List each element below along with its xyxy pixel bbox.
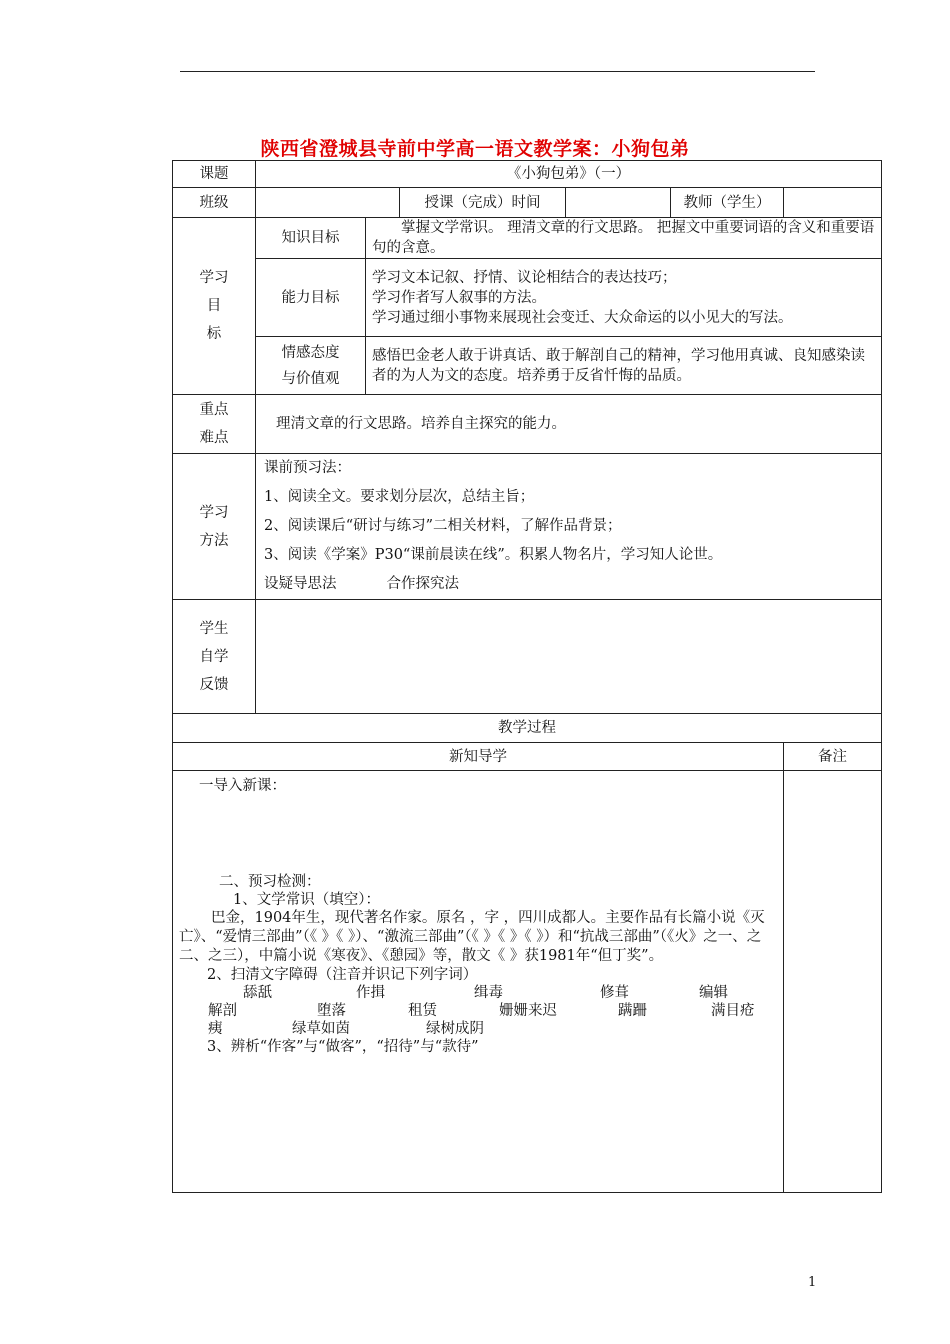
ability-label: 能力目标 <box>256 259 366 337</box>
item-words: 2、扫清文字障碍（注音并识记下列字词） <box>207 967 478 983</box>
intro-heading: 一导入新课： <box>199 778 286 794</box>
words-row-2: 解剖 堕落 租赁 姗姗来迟 蹒跚 满目疮 <box>208 1003 755 1019</box>
lesson-value: 《小狗包弟》（一） <box>256 161 882 188</box>
item-literature: 1、文学常识（填空）： <box>233 892 380 908</box>
notes-column[interactable] <box>784 771 882 1193</box>
knowledge-text: 掌握文学常识。 理清文章的行文思路。 把握文中重要词语的含义和重要语句的含意。 <box>366 218 882 259</box>
class-value[interactable] <box>256 188 400 218</box>
emotion-label: 情感态度 与价值观 <box>256 337 366 395</box>
knowledge-label: 知识目标 <box>256 218 366 259</box>
lesson-label: 课题 <box>173 161 256 188</box>
teacher-label: 教师（学生） <box>671 188 784 218</box>
teacher-value[interactable] <box>784 188 882 218</box>
key-points-label: 重点 难点 <box>173 395 256 454</box>
words-row-3: 痍 绿草如茵 绿树成阴 <box>208 1021 484 1037</box>
time-value[interactable] <box>566 188 671 218</box>
feedback-label: 学生 自学 反馈 <box>173 600 256 714</box>
page-title: 陕西省澄城县寺前中学高一语文教学案：小狗包弟 <box>260 138 690 160</box>
method-text: 课前预习法： 1、阅读全文。要求划分层次，总结主旨； 2、阅读课后“研讨与练习”二相关材料，了解作品背景； 3、阅读《学案》P30“课前晨读在线”。积累人物名片，学习知人论世。 设疑导思法 合作探究法 <box>256 454 882 600</box>
notes-heading: 备注 <box>784 743 882 771</box>
header-rule <box>180 71 815 72</box>
class-label: 班级 <box>173 188 256 218</box>
lesson-plan-table <box>172 160 882 1193</box>
literature-paragraph: 巴金，1904年生，现代著名作家。原名 ，字 ，四川成都人。主要作品有长篇小说《灭亡》、“爱情三部曲”（《 》《 》）、“激流三部曲”（《 》《 》《 》）和“抗战三部曲”（《火》之一、之二、之三），中篇小说《寒夜》、《憩园》等，散文《 》获1981年“但丁奖”。 <box>179 910 765 964</box>
process-content <box>173 771 784 1193</box>
process-heading: 教学过程 <box>173 714 882 743</box>
words-row-1: 舔舐 作揖 缉毒 修葺 编辑 <box>243 985 728 1001</box>
goals-label: 学习 目 标 <box>173 218 256 395</box>
page-number: 1 <box>808 1275 817 1290</box>
key-points-text: 理清文章的行文思路。培养自主探究的能力。 <box>256 395 882 454</box>
feedback-area[interactable] <box>256 600 882 714</box>
ability-text: 学习文本记叙、抒情、议论相结合的表达技巧； 学习作者写人叙事的方法。 学习通过细小事物来展现社会变迁、大众命运的以小见大的写法。 <box>366 259 882 337</box>
item-distinguish: 3、辨析“作客”与“做客”，“招待”与“款待” <box>207 1039 479 1055</box>
preview-heading: 二、预习检测： <box>219 874 321 890</box>
method-label: 学习 方法 <box>173 454 256 600</box>
new-guide-heading: 新知导学 <box>173 743 784 771</box>
emotion-text: 感悟巴金老人敢于讲真话、敢于解剖自己的精神，学习他用真诚、良知感染读者的为人为文的态度。培养勇于反省忏悔的品质。 <box>366 337 882 395</box>
time-label: 授课（完成）时间 <box>400 188 566 218</box>
